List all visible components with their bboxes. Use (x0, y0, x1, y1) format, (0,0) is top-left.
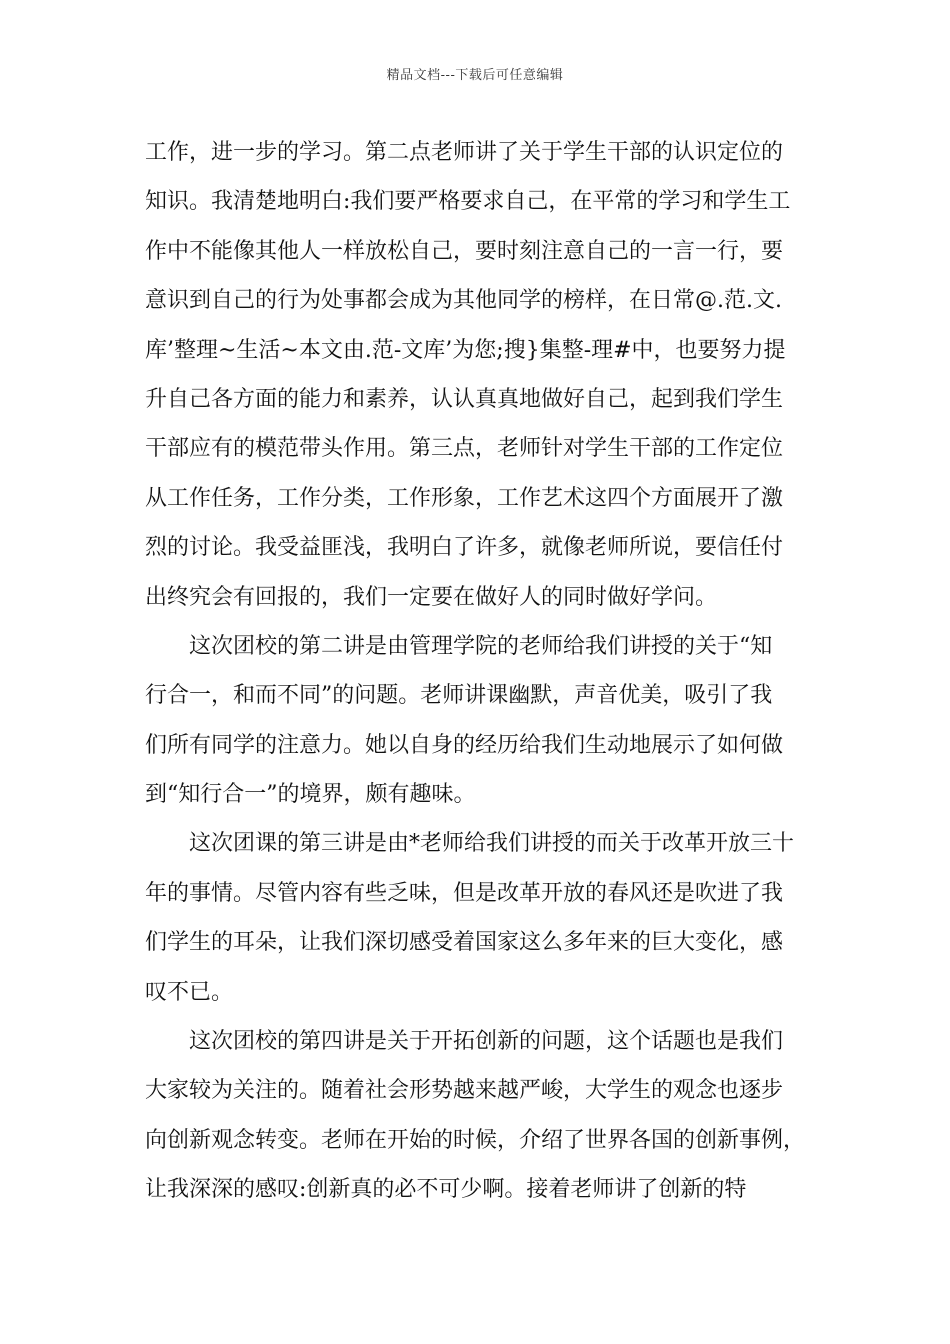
text-line: 年的事情。尽管内容有些乏味，但是改革开放的春风还是吹进了我 (145, 880, 784, 906)
text-line: 向创新观念转变。老师在开始的时候，介绍了世界各国的创新事例， (145, 1127, 806, 1153)
text-line: 大家较为关注的。随着社会形势越来越严峻，大学生的观念也逐步 (145, 1078, 784, 1104)
text-line: 升自己各方面的能力和素养，认认真真地做好自己，起到我们学生 (145, 386, 784, 412)
text-line: 知识。我清楚地明白:我们要严格要求自己，在平常的学习和学生工 (145, 189, 791, 215)
text-line: 这次团课的第三讲是由*老师给我们讲授的而关于改革开放三十 (189, 831, 795, 857)
text-line: 干部应有的模范带头作用。第三点，老师针对学生干部的工作定位 (145, 436, 784, 462)
text-line: 工作，进一步的学习。第二点老师讲了关于学生干部的认识定位的 (145, 140, 784, 165)
paragraph (145, 1017, 825, 1215)
page-header: 精品文档---下载后可任意编辑 (386, 68, 564, 83)
text-line: 库’整理~生活~本文由.范-文库’为您;搜}集整-理#中，也要努力提 (145, 337, 786, 363)
text-line: 出终究会有回报的，我们一定要在做好人的同时做好学问。 (145, 584, 718, 610)
text-line: 们学生的耳朵，让我们深切感受着国家这么多年来的巨大变化，感 (145, 930, 784, 956)
text-line: 们所有同学的注意力。她以自身的经历给我们生动地展示了如何做 (145, 732, 784, 758)
paragraph (145, 819, 825, 1017)
text-line: 从工作任务，工作分类，工作形象，工作艺术这四个方面展开了激 (145, 485, 784, 511)
text-line: 作中不能像其他人一样放松自己，要时刻注意自己的一言一行，要 (145, 238, 784, 264)
document-body (145, 128, 825, 1215)
text-line: 到“知行合一”的境界，颇有趣味。 (145, 782, 476, 808)
paragraph (145, 128, 825, 622)
text-line: 这次团校的第二讲是由管理学院的老师给我们讲授的关于“知 (189, 633, 773, 659)
text-line: 这次团校的第四讲是关于开拓创新的问题，这个话题也是我们 (189, 1029, 784, 1055)
text-line: 行合一，和而不同”的问题。老师讲课幽默，声音优美，吸引了我 (145, 683, 773, 709)
text-line: 烈的讨论。我受益匪浅，我明白了许多，就像老师所说，要信任付 (145, 535, 784, 561)
text-line: 叹不已。 (145, 979, 234, 1005)
text-line: 让我深深的感叹:创新真的必不可少啊。接着老师讲了创新的特 (145, 1177, 747, 1203)
paragraph (145, 622, 825, 820)
text-line: 意识到自己的行为处事都会成为其他同学的榜样，在日常@.范.文. (145, 288, 782, 314)
